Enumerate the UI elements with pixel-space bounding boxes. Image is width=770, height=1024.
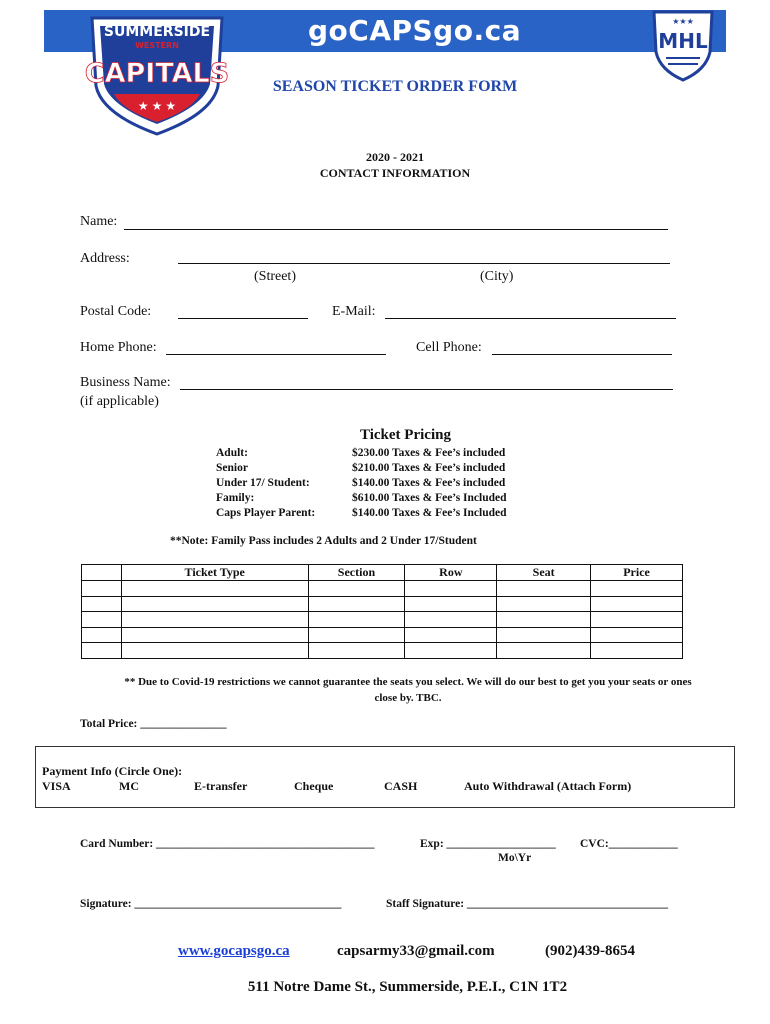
- cell-phone-label: Cell Phone:: [416, 340, 482, 355]
- table-header-section: Section: [308, 565, 405, 581]
- table-cell[interactable]: [405, 627, 497, 643]
- table-cell[interactable]: [591, 627, 683, 643]
- summerside-capitals-logo: [82, 6, 232, 136]
- table-row: [82, 581, 683, 597]
- table-cell[interactable]: [497, 612, 591, 628]
- price-label-family: Family:: [216, 492, 255, 504]
- price-value-senior: $210.00 Taxes & Fee’s included: [352, 462, 506, 474]
- table-row: [82, 612, 683, 628]
- price-label-student: Under 17/ Student:: [216, 477, 310, 489]
- table-cell[interactable]: [308, 596, 405, 612]
- table-cell[interactable]: [591, 596, 683, 612]
- covid-disclaimer-line2: close by. TBC.: [374, 692, 442, 704]
- table-header-price: Price: [591, 565, 683, 581]
- table-cell[interactable]: [591, 581, 683, 597]
- table-cell[interactable]: [497, 581, 591, 597]
- city-sublabel: (City): [480, 269, 514, 284]
- table-header-seat: Seat: [497, 565, 591, 581]
- table-cell: [82, 581, 122, 597]
- email-label: E-Mail:: [332, 304, 376, 319]
- payment-option-auto-withdrawal[interactable]: Auto Withdrawal (Attach Form): [464, 779, 632, 793]
- logo-stars: ★ ★ ★: [137, 99, 177, 113]
- price-label-adult: Adult:: [216, 447, 248, 459]
- postal-code-field[interactable]: [178, 318, 308, 319]
- exp-format-hint: Mo\Yr: [498, 852, 532, 864]
- price-value-parent: $140.00 Taxes & Fee’s Included: [352, 507, 507, 519]
- table-cell[interactable]: [405, 596, 497, 612]
- family-pass-note: **Note: Family Pass includes 2 Adults and 2 Under 17/Student: [170, 535, 477, 547]
- table-header-row: [82, 565, 683, 581]
- contact-section-heading: CONTACT INFORMATION: [319, 166, 471, 180]
- table-cell: [82, 596, 122, 612]
- business-name-field[interactable]: [180, 389, 673, 390]
- price-value-adult: $230.00 Taxes & Fee’s included: [352, 447, 506, 459]
- table-header-ticket-type: Ticket Type: [121, 565, 308, 581]
- table-cell: [82, 643, 122, 659]
- payment-option-cheque[interactable]: Cheque: [294, 779, 334, 793]
- table-cell[interactable]: [308, 627, 405, 643]
- mhl-logo-text: MHL: [658, 29, 708, 53]
- table-cell[interactable]: [591, 643, 683, 659]
- price-value-student: $140.00 Taxes & Fee’s included: [352, 477, 506, 489]
- table-cell[interactable]: [405, 643, 497, 659]
- table-cell[interactable]: [497, 643, 591, 659]
- ticket-order-table: [81, 564, 683, 659]
- table-row: [82, 627, 683, 643]
- card-cvc-field[interactable]: CVC:____________: [580, 838, 678, 850]
- table-header-blank: [82, 565, 122, 581]
- table-cell[interactable]: [308, 643, 405, 659]
- address-label: Address:: [80, 251, 130, 266]
- table-cell[interactable]: [308, 612, 405, 628]
- table-cell: [82, 627, 122, 643]
- card-number-field[interactable]: Card Number: ______________________________________: [80, 838, 375, 850]
- business-name-label: Business Name:: [80, 375, 171, 390]
- table-header-row: Row: [405, 565, 497, 581]
- price-values: [352, 446, 507, 521]
- contact-phone: (902)439-8654: [545, 943, 635, 959]
- payment-option-etransfer[interactable]: E-transfer: [194, 779, 248, 793]
- home-phone-label: Home Phone:: [80, 340, 157, 355]
- covid-disclaimer-line1: ** Due to Covid-19 restrictions we cannot guarantee the seats you select. We will do our best to get you your seats or ones: [124, 676, 692, 688]
- mailing-address: 511 Notre Dame St., Summerside, P.E.I., C1N 1T2: [247, 979, 568, 995]
- price-value-family: $610.00 Taxes & Fee’s Included: [352, 492, 507, 504]
- table-cell[interactable]: [405, 581, 497, 597]
- table-cell: [82, 612, 122, 628]
- website-link[interactable]: www.gocapsgo.ca: [178, 943, 290, 959]
- table-cell[interactable]: [405, 612, 497, 628]
- table-cell[interactable]: [497, 627, 591, 643]
- card-exp-field[interactable]: Exp: ___________________: [420, 838, 556, 850]
- table-cell[interactable]: [121, 643, 308, 659]
- email-field[interactable]: [385, 318, 676, 319]
- covid-disclaimer: [80, 674, 736, 706]
- mhl-stars: ★★★: [672, 17, 694, 26]
- cell-phone-field[interactable]: [492, 354, 672, 355]
- total-price-field[interactable]: Total Price: _______________: [80, 718, 227, 730]
- banner-website-text: goCAPSgo.ca: [308, 14, 522, 47]
- form-title: SEASON TICKET ORDER FORM: [272, 78, 518, 95]
- payment-info-heading: Payment Info (Circle One):: [42, 764, 183, 778]
- postal-code-label: Postal Code:: [80, 304, 152, 319]
- price-label-senior: Senior: [216, 462, 248, 474]
- price-labels: [216, 446, 315, 521]
- table-cell[interactable]: [121, 627, 308, 643]
- table-cell[interactable]: [121, 612, 308, 628]
- ticket-pricing-heading: Ticket Pricing: [360, 427, 451, 443]
- logo-summerside-text: SUMMERSIDE: [103, 24, 211, 40]
- home-phone-field[interactable]: [166, 354, 386, 355]
- table-cell[interactable]: [121, 596, 308, 612]
- payment-option-mc[interactable]: MC: [119, 779, 139, 793]
- table-cell[interactable]: [308, 581, 405, 597]
- table-row: [82, 596, 683, 612]
- street-sublabel: (Street): [254, 269, 296, 284]
- table-cell[interactable]: [121, 581, 308, 597]
- contact-email: capsarmy33@gmail.com: [337, 943, 495, 959]
- name-field[interactable]: [124, 229, 668, 230]
- table-cell[interactable]: [591, 612, 683, 628]
- name-label: Name:: [80, 214, 118, 229]
- business-note: (if applicable): [80, 394, 159, 409]
- logo-western-text: WESTERN: [135, 41, 179, 50]
- table-row: [82, 643, 683, 659]
- logo-capitals-text: CAPITALS: [84, 58, 230, 89]
- mhl-logo: [648, 8, 718, 82]
- staff-signature-field[interactable]: Staff Signature: ___________________________________: [386, 898, 669, 910]
- payment-option-visa[interactable]: VISA: [42, 779, 71, 793]
- table-cell[interactable]: [497, 596, 591, 612]
- address-field[interactable]: [178, 263, 670, 264]
- price-label-parent: Caps Player Parent:: [216, 507, 316, 519]
- payment-option-cash[interactable]: CASH: [384, 779, 418, 793]
- season-year: 2020 - 2021: [366, 150, 424, 164]
- signature-field[interactable]: Signature: ____________________________________: [80, 898, 342, 910]
